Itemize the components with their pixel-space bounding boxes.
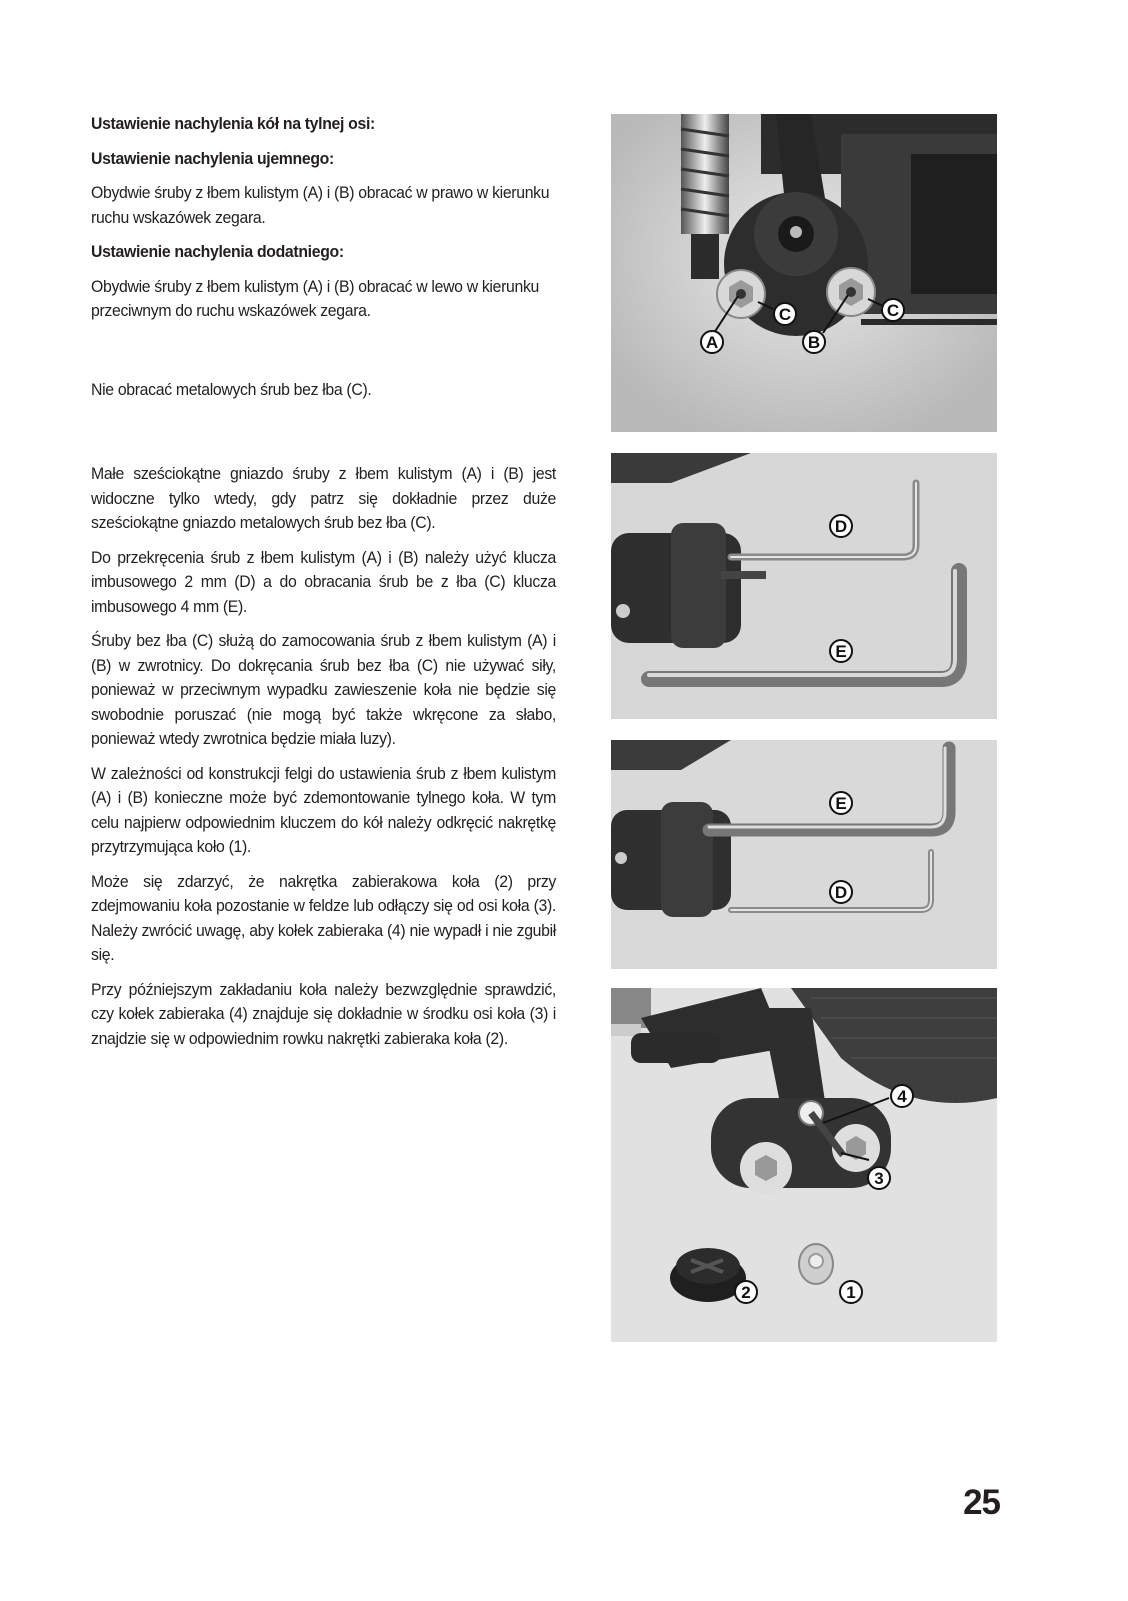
svg-text:C: C [778,305,792,324]
hub-carrier-illustration [611,114,997,432]
paragraph-grub-screws: Śruby bez łba (C) służą do zamocowania śrub z łbem kulistym (A) i (B) w zwrotnicy. Do dokręcania śrub bez łba (C) nie używać siły, ponieważ w przeciwnym wypadku zawieszenie koła nie będzie się swobodnie poruszać (nie mogą być także wkręcone za słabo, ponieważ wtedy zwrotnica będzie miała luzy). [91,631,556,748]
callout-2 [735,1281,757,1303]
callout-1 [840,1281,862,1303]
callout-d [830,881,852,903]
svg-text:D: D [834,517,848,536]
photo-wheel-axle-parts [611,988,997,1342]
callout-3 [868,1167,890,1189]
photo-hub-carrier-camber [611,114,997,432]
paragraph-positive-camber: Obydwie śruby z łbem kulistym (A) i (B) obracać w lewo w kierunku przeciwnym do ruchu wskazówek zegara. [91,276,540,320]
svg-text:A: A [705,333,719,352]
subheading-positive-camber: Ustawienie nachylenia dodatniego: [91,242,344,261]
callout-c-right [882,299,904,321]
paragraph-negative-camber: Obydwie śruby z łbem kulistym (A) i (B) obracać w prawo w kierunku ruchu wskazówek zegara. [91,183,550,227]
paragraph-hex-socket: Małe sześciokątne gniazdo śruby z łbem kulistym (A) i (B) jest widoczne tylko wtedy, gdy patrz się dokładnie przez duże sześciokątne gniazdo metalowych śrub bez łba (C). [91,464,556,532]
callout-a [701,331,723,353]
svg-text:E: E [835,642,847,661]
page-number: 25 [963,1483,1000,1522]
paragraph-drive-hub: Może się zdarzyć, że nakrętka zabierakowa koła (2) przy zdejmowaniu koła pozostanie w feldze lub odłączy się od osi koła (3). Należy zwrócić uwagę, aby kołek zabieraka (4) nie wypadł i nie zgubił się. [91,871,556,964]
svg-text:D: D [834,883,848,902]
paragraph-reassembly: Przy późniejszym zakładaniu koła należy bezwzględnie sprawdzić, czy kołek zabieraka (4) znajduje się dokładnie w środku osi koła (3) i znajdzie się w odpowiednim rowku nakrętki zabieraka koła (2). [91,979,556,1048]
callout-e [830,640,852,662]
svg-text:3: 3 [874,1169,884,1188]
section-heading: Ustawienie nachylenia kół na tylnej osi: [91,114,375,133]
paragraph-allen-keys: Do przekręcenia śrub z łbem kulistym (A) i (B) należy użyć klucza imbusowego 2 mm (D) a do obracania śrub be z łba (C) klucza imbusowego 4 mm (E). [91,547,556,616]
callout-d [830,515,852,537]
body-text-column [91,112,556,1061]
callout-c-left [774,303,796,325]
svg-text:2: 2 [741,1283,751,1302]
allen-key-inserted-illustration [611,740,997,969]
svg-text:4: 4 [897,1087,907,1106]
photo-allen-keys-d-e [611,453,997,719]
svg-text:B: B [807,333,821,352]
photo-allen-key-inserted [611,740,997,969]
subheading-negative-camber: Ustawienie nachylenia ujemnego: [91,148,334,168]
svg-text:C: C [886,301,900,320]
wheel-axle-illustration [611,988,997,1342]
callout-4 [891,1085,913,1107]
allen-keys-illustration [611,453,997,719]
svg-text:E: E [835,794,847,813]
paragraph-warning-grub-screws: Nie obracać metalowych śrub bez łba (C). [91,379,372,399]
callout-b [803,331,825,353]
paragraph-wheel-removal: W zależności od konstrukcji felgi do ustawienia śrub z łbem kulistym (A) i (B) konieczne może być zdemontowanie tylnego koła. W tym celu najpierw odpowiednim kluczem do kół należy odkręcić nakrętkę przytrzymująca koło (1). [91,763,556,856]
callout-e [830,792,852,814]
svg-text:1: 1 [846,1283,856,1302]
